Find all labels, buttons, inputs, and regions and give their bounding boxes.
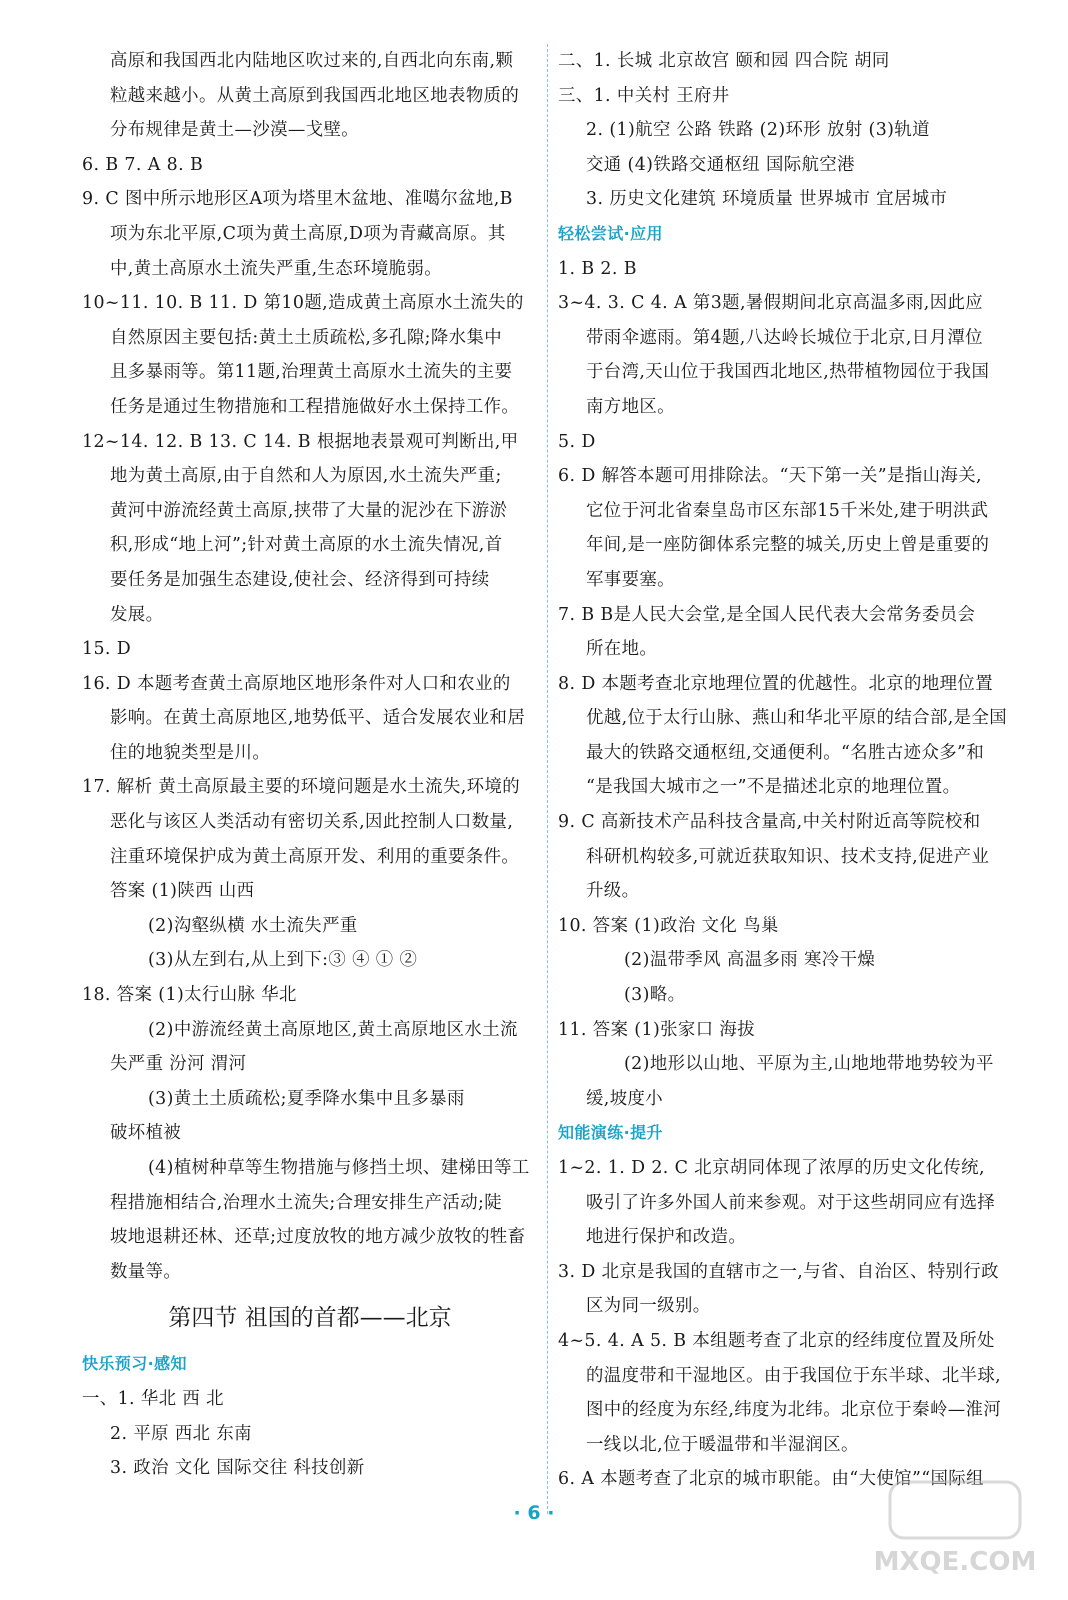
answer-item-line: 三、1. 中关村 王府井 — [558, 85, 730, 106]
answer-text-line: 粒越来越小。从黄土高原到我国西北地区地表物质的 — [110, 85, 520, 106]
answer-text-line: 所在地。 — [586, 639, 658, 660]
answer-text-line: 2. 平原 西北 东南 — [110, 1423, 252, 1444]
answer-item-line: 6. B 7. A 8. B — [82, 154, 204, 175]
answer-text-line: 坡地退耕还林、还草;过度放牧的地方减少放牧的牲畜 — [110, 1227, 526, 1248]
answer-item-line: 二、1. 长城 北京故宫 颐和园 四合院 胡同 — [558, 51, 890, 71]
answer-item-line: 15. D — [82, 639, 132, 660]
answer-text-line: (2)沟壑纵横 水土流失严重 — [148, 915, 358, 936]
answer-text-line: 项为东北平原,C项为黄土高原,D项为青藏高原。其 — [110, 223, 506, 244]
answer-item-line: 10~11. 10. B 11. D 第10题,造成黄土高原水土流失的 — [82, 293, 524, 314]
answer-text-line: 最大的铁路交通枢纽,交通便利。“名胜古迹众多”和 — [586, 742, 985, 763]
answer-item-line: 一、1. 华北 西 北 — [82, 1388, 224, 1409]
answer-text-line: 带雨伞遮雨。第4题,八达岭长城位于北京,日月潭位 — [586, 327, 983, 348]
answer-text-line: 交通 (4)铁路交通枢纽 国际航空港 — [586, 154, 855, 175]
subsection-heading: 知能演练·提升 — [558, 1123, 663, 1143]
answer-item-line: 12~14. 12. B 13. C 14. B 根据地表景观可判断出,甲 — [82, 431, 519, 452]
answer-text-line: (3)从左到右,从上到下:③ ④ ① ② — [148, 950, 418, 971]
answer-item-line: 6. D 解答本题可用排除法。“天下第一关”是指山海关, — [558, 466, 982, 487]
answer-item-line: 17. 解析 黄土高原最主要的环境问题是水土流失,环境的 — [82, 777, 521, 798]
answer-item-line: 7. B B是人民大会堂,是全国人民代表大会常务委员会 — [558, 604, 976, 625]
answer-item-line: 1~2. 1. D 2. C 北京胡同体现了浓厚的历史文化传统, — [558, 1158, 985, 1178]
answer-text-line: (2)中游流经黄土高原地区,黄土高原地区水土流 — [148, 1019, 518, 1040]
answer-text-line: 区为同一级别。 — [586, 1296, 711, 1317]
watermark-logo — [862, 1478, 1048, 1584]
left-column — [82, 44, 538, 1486]
answer-text-line: 缓,坡度小 — [586, 1088, 664, 1109]
watermark-badge — [890, 1482, 1020, 1538]
section-title: 第四节 祖国的首都——北京 — [168, 1305, 452, 1332]
answer-text-line: 恶化与该区人类活动有密切关系,因此控制人口数量, — [110, 812, 514, 833]
answer-text-line: (3)略。 — [624, 985, 686, 1006]
answer-text-line: 军事要塞。 — [586, 569, 675, 590]
answer-text-line: 年间,是一座防御体系完整的城关,历史上曾是重要的 — [586, 535, 990, 556]
answer-text-line: 任务是通过生物措施和工程措施做好水土保持工作。 — [110, 396, 520, 417]
answer-text-line: 于台湾,天山位于我国西北地区,热带植物园位于我国 — [586, 362, 990, 383]
answer-text-line: 注重环境保护成为黄土高原开发、利用的重要条件。 — [110, 846, 520, 867]
answer-text-line: 吸引了许多外国人前来参观。对于这些胡同应有选择 — [586, 1192, 996, 1213]
answer-item-line: 16. D 本题考查黄土高原地区地形条件对人口和农业的 — [82, 673, 511, 694]
answer-text-line: 影响。在黄土高原地区,地势低平、适合发展农业和居 — [110, 708, 526, 729]
answer-text-line: 破坏植被 — [110, 1123, 182, 1144]
answer-text-line: 积,形成“地上河”;针对黄土高原的水土流失情况,首 — [110, 535, 503, 556]
answer-item-line: 8. D 本题考查北京地理位置的优越性。北京的地理位置 — [558, 673, 993, 694]
subsection-heading: 轻松尝试·应用 — [558, 223, 663, 243]
answer-item-line: 11. 答案 (1)张家口 海拔 — [558, 1019, 756, 1040]
answer-item-line: 6. A 本题考查了北京的城市职能。由“大使馆”“国际组 — [558, 1469, 984, 1490]
page-number: · 6 · — [513, 1502, 555, 1524]
answer-text-line: (4)植树种草等生物措施与修挡土坝、建梯田等工 — [148, 1158, 530, 1178]
answer-text-line: 一线以北,位于暖温带和半湿润区。 — [586, 1434, 859, 1455]
answer-text-line: 失严重 汾河 渭河 — [110, 1054, 247, 1075]
watermark-text: MXQE.COM — [873, 1547, 1037, 1577]
answer-text-line: (2)地形以山地、平原为主,山地地带地势较为平 — [624, 1054, 994, 1075]
answer-item-line: 9. C 高新技术产品科技含量高,中关村附近高等院校和 — [558, 812, 981, 833]
subsection-heading: 快乐预习·感知 — [82, 1354, 187, 1374]
answer-item-line: 9. C 图中所示地形区A项为塔里木盆地、准噶尔盆地,B — [82, 189, 513, 210]
answer-text-line: 图中的经度为东经,纬度为北纬。北京位于秦岭—淮河 — [586, 1400, 1002, 1421]
answer-text-line: 地为黄土高原,由于自然和人为原因,水土流失严重; — [110, 466, 502, 487]
answer-text-line: 发展。 — [110, 604, 164, 625]
answer-text-line: 自然原因主要包括:黄土土质疏松,多孔隙;降水集中 — [110, 327, 503, 348]
answer-text-line: 数量等。 — [110, 1261, 182, 1282]
answer-text-line: 它位于河北省秦皇岛市区东部15千米处,建于明洪武 — [586, 500, 989, 521]
right-column — [558, 44, 1012, 1497]
answer-item-line: 3. D 北京是我国的直辖市之一,与省、自治区、特别行政 — [558, 1261, 999, 1282]
answer-text-line: 中,黄土高原水土流失严重,生态环境脆弱。 — [110, 258, 443, 279]
answer-text-line: 要任务是加强生态建设,使社会、经济得到可持续 — [110, 569, 490, 590]
answer-text-line: 高原和我国西北内陆地区吹过来的,自西北向东南,颗 — [110, 51, 514, 71]
answer-text-line: 的温度带和干湿地区。由于我国位于东半球、北半球, — [586, 1365, 1002, 1386]
answer-text-line: (3)黄土土质疏松;夏季降水集中且多暴雨 — [148, 1088, 465, 1109]
answer-text-line: 升级。 — [586, 881, 640, 902]
answer-text-line: 黄河中游流经黄土高原,挟带了大量的泥沙在下游淤 — [110, 500, 508, 521]
answer-item-line: 18. 答案 (1)太行山脉 华北 — [82, 985, 297, 1006]
answer-text-line: 住的地貌类型是川。 — [110, 742, 271, 763]
answer-item-line: 10. 答案 (1)政治 文化 鸟巢 — [558, 915, 779, 936]
answer-text-line: (2)温带季风 高温多雨 寒冷干燥 — [624, 950, 876, 971]
answer-text-line: 科研机构较多,可就近获取知识、技术支持,促进产业 — [586, 846, 990, 867]
answer-text-line: 答案 (1)陕西 山西 — [110, 881, 255, 902]
answer-text-line: “是我国大城市之一”不是描述北京的地理位置。 — [586, 777, 961, 798]
answer-text-line: 3. 历史文化建筑 环境质量 世界城市 宜居城市 — [586, 189, 948, 210]
column-divider — [547, 44, 549, 1514]
answer-item-line: 3~4. 3. C 4. A 第3题,暑假期间北京高温多雨,因此应 — [558, 293, 984, 314]
answer-text-line: 2. (1)航空 公路 铁路 (2)环形 放射 (3)轨道 — [586, 120, 930, 141]
answer-text-line: 南方地区。 — [586, 396, 675, 417]
answer-text-line: 且多暴雨等。第11题,治理黄土高原水土流失的主要 — [110, 362, 513, 383]
answer-text-line: 地进行保护和改造。 — [586, 1227, 747, 1248]
answer-text-line: 3. 政治 文化 国际交往 科技创新 — [110, 1458, 365, 1479]
answer-text-line: 程措施相结合,治理水土流失;合理安排生产活动;陡 — [110, 1192, 503, 1213]
answer-item-line: 5. D — [558, 431, 596, 452]
answer-text-line: 分布规律是黄土—沙漠—戈壁。 — [110, 120, 360, 141]
answer-item-line: 1. B 2. B — [558, 258, 637, 279]
answer-item-line: 4~5. 4. A 5. B 本组题考查了北京的经纬度位置及所处 — [558, 1330, 995, 1351]
answer-text-line: 优越,位于太行山脉、燕山和华北平原的结合部,是全国 — [586, 708, 1008, 729]
